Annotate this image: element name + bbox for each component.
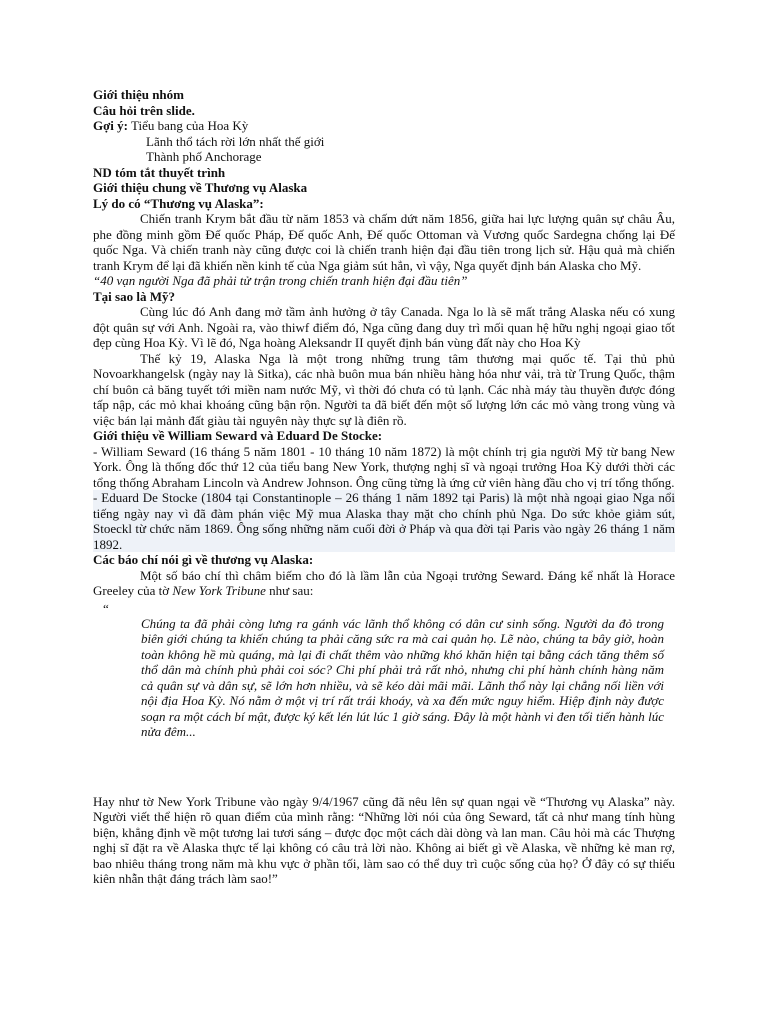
heading-reason: Lý do có “Thương vụ Alaska”: (93, 195, 264, 211)
heading-why-us: Tại sao là Mỹ? (93, 288, 175, 304)
document-page (93, 87, 675, 887)
paragraph-stocke: - Eduard De Stocke (1804 tại Constantinople – 26 tháng 1 năm 1892 tại Paris) là một nhà ngoại giao Nga nổi tiếng ngày nay vì đã đàm phán việc Mỹ mua Alaska thay mặt cho chính phủ Nga. Do sức khỏe giảm sút, Stoeckl từ chức năm 1869. Ông sống những năm cuối đời ở Pháp và qua đời tại Paris vào ngày 26 tháng 1 năm 1892. (93, 490, 675, 552)
paragraph-britain: Cùng lúc đó Anh đang mở tầm ảnh hưởng ở tây Canada. Nga lo là sẽ mất trắng Alaska nếu có xung đột quân sự với Anh. Ngoài ra, vào thiwf điểm đó, Nga cũng đang duy trì mối quan hệ hữu nghị ngoại giao tốt đẹp cùng Hoa Kỳ. Vì lẽ đó, Nga hoàng Aleksandr II quyết định bán vùng đất này cho Hoa Kỳ (93, 304, 675, 350)
paragraph-tribune: Hay như tờ New York Tribune vào ngày 9/4/1967 cũng đã nêu lên sự quan ngại về “Thương vụ Alaska” này. Người viết thể hiện rõ quan điểm của mình rằng: “Những lời nói của ông Seward, tất cả như mang tính hùng biện, khẳng định về một tương lai tươi sáng – được đọc một cách dài dòng và lan man. Câu hỏi mà các Thượng nghị sĩ đặt ra về Alaska thực tế lại không có câu trả lời nào. Không ai biết gì về Alaska, về những kẻ man rợ, bao nhiêu tháng trong năm mà khu vực ở phần tối, làm sao có thể duy trì cuộc sống của họ? Ở đây có sự thiếu kiên nhẫn thật đáng trách làm sao!” (93, 793, 675, 886)
paragraph-press (93, 568, 675, 599)
hint-item: Lãnh thổ tách rời lớn nhất thế giới (146, 133, 325, 149)
paragraph-century: Thế kỷ 19, Alaska Nga là một trong những trung tâm thương mại quốc tế. Tại thủ phủ Novoarkhangelsk (ngày nay là Sitka), các nhà buôn mua bán nhiều hàng hóa như vải, trà từ Trung Quốc, thậm chí buôn cả băng tuyết tới miền nam nước Mỹ, vì thời đó chưa có tủ lạnh. Các nhà máy tàu thuyền được đóng tấp nập, các mỏ khai khoáng cũng bận rộn. Người ta đã biết đến một số lượng lớn các mỏ vàng trong vùng và việc bán lại mảnh đất giàu tài nguyên này thực sự là điên rồ. (93, 350, 675, 428)
hint-label: Gợi ý: (93, 118, 129, 133)
heading-seward-stocke: Giới thiệu về William Seward và Eduard De Stocke: (93, 428, 383, 443)
heading-press: Các báo chí nói gì về thương vụ Alaska: (93, 552, 314, 567)
hint-item: Thành phố Anchorage (146, 149, 262, 164)
heading-slide-question: Câu hỏi trên slide. (93, 102, 195, 118)
press-text-prefix: Một số báo chí thì châm biếm cho đó là lầm lẫn của Ngoại trưởng Seward. Đáng kể nhất là Horace Greeley của tờ (93, 567, 675, 598)
heading-group-intro: Giới thiệu nhóm (93, 87, 184, 102)
press-text-suffix: như sau: (265, 583, 314, 598)
paragraph-seward: - William Seward (16 tháng 5 năm 1801 - 10 tháng 10 năm 1872) là một chính trị gia người Mỹ từ bang New York. Ông là thống đốc thứ 12 của tiểu bang New York, thượng nghị sĩ và ngoại trưởng Hoa Kỳ dưới thời các tổng thống Abraham Lincoln và Andrew Johnson. Ông cũng từng là ứng cử viên hàng đầu cho vị trí tổng thống. (93, 443, 675, 490)
heading-general: Giới thiệu chung về Thương vụ Alaska (93, 180, 308, 195)
quote-mark: “ (103, 600, 109, 616)
heading-summary: ND tóm tắt thuyết trình (93, 164, 226, 180)
paragraph-crimean-war: Chiến tranh Krym bắt đầu từ năm 1853 và chấm dứt năm 1856, giữa hai lực lượng quân sự châu Âu, phe đồng minh gồm Đế quốc Pháp, Đế quốc Anh, Đế quốc Ottoman và Vương quốc Sardegna chống lại Đế quốc Nga. Và chiến tranh này cũng được coi là chiến tranh hiện đại đầu tiên trong lịch sử. Hậu quả mà chiến tranh Krym để lại đã khiến nền kinh tế của Nga giảm sút hẳn, vì vậy, Nga quyết định bán Alaska cho Mỹ. (93, 211, 675, 273)
hint-item: Tiểu bang của Hoa Kỳ (131, 118, 249, 133)
block-quote-greeley: Chúng ta đã phải còng lưng ra gánh vác lãnh thổ không có dân cư sinh sống. Người da đỏ trong biên giới chúng ta khiến chúng ta phải căng sức ra mà cai quản họ. Lẽ nào, chúng ta bây giờ, hoàn toàn không hề mù quáng, mà lại đi chất thêm vào những khó khăn hiện tại bằng cách tăng thêm số thổ dân mà chính phủ phải coi sóc? Chi phí phải trả rất nhỏ, nhưng chi phí hành chính hàng năm cả quân sự và dân sự, sẽ lớn hơn nhiều, và sẽ kéo dài mãi mãi. Lãnh thổ này lại chẳng nối liền với nội địa Hoa Kỳ. Nó nằm ở một vị trí rất trái khoáy, và xa đến mức nguy hiểm. Hiệp định này được soạn ra một cách bí mật, được ký kết lén lút lúc 1 giờ sáng. Đây là một hành vi đen tối tiến hành lúc nửa đêm... (141, 615, 664, 739)
quote-400k: “40 vạn người Nga đã phải tử trận trong chiến tranh hiện đại đầu tiên” (93, 273, 468, 288)
spacer (93, 740, 675, 794)
press-paper-name: New York Tribune (172, 583, 266, 598)
hint-line (93, 118, 675, 134)
